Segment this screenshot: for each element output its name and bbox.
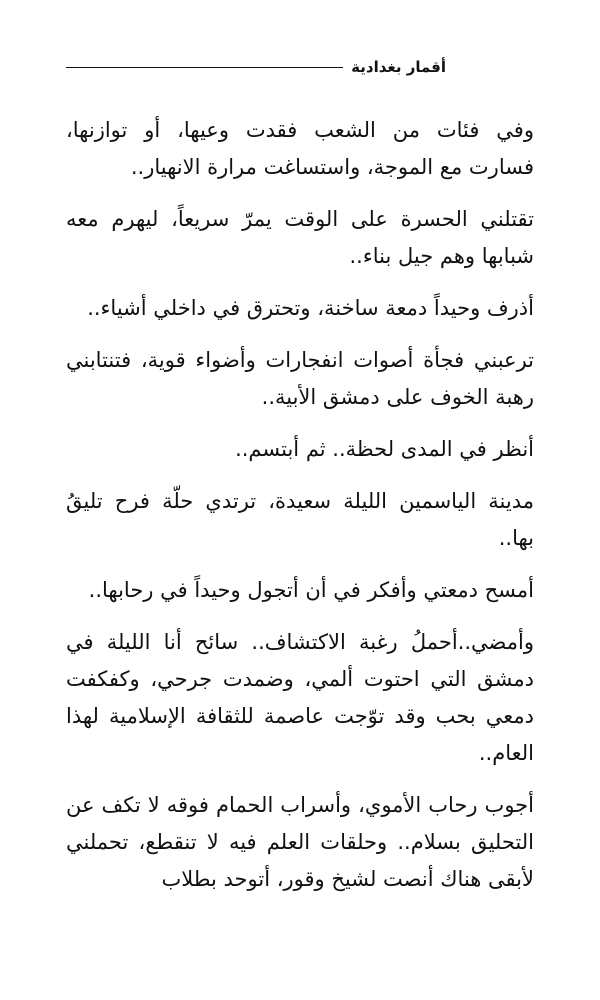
body-text xyxy=(66,112,534,913)
running-header xyxy=(66,58,446,76)
paragraph: وفي فئات من الشعب فقدت وعيها، أو توازنها، فسارت مع الموجة، واستساغت مرارة الانهيار.. xyxy=(66,118,534,179)
paragraph: تقتلني الحسرة على الوقت يمرّ سريعاً، ليهرم معه شبابها وهم جيل بناء.. xyxy=(66,207,534,268)
paragraph: أمسح دمعتي وأفكر في أن أتجول وحيداً في رحابها.. xyxy=(88,578,534,602)
paragraph: أنظر في المدى لحظة.. ثم أبتسم.. xyxy=(235,437,534,461)
header-title: أقمار بغدادية xyxy=(351,58,446,76)
paragraph: مدينة الياسمين الليلة سعيدة، ترتدي حلّة فرح تليقُ بها.. xyxy=(66,489,534,550)
header-rule xyxy=(66,67,343,68)
paragraph: ترعبني فجأة أصوات انفجارات وأضواء قوية، فتنتابني رهبة الخوف على دمشق الأبية.. xyxy=(66,348,534,409)
paragraph: وأمضي..أحملُ رغبة الاكتشاف.. سائح أنا الليلة في دمشق التي احتوت ألمي، وضمدت جرحي، وكفكفت دمعي بحب وقد توّجت عاصمة للثقافة الإسلامية لهذا العام.. xyxy=(66,630,534,765)
paragraph: أذرف وحيداً دمعة ساخنة، وتحترق في داخلي أشياء.. xyxy=(87,296,534,320)
paragraph: أجوب رحاب الأموي، وأسراب الحمام فوقه لا تكف عن التحليق بسلام.. وحلقات العلم فيه لا تنقطع، تحملني لأبقى هناك أنصت لشيخ وقور، أتوحد بطلاب xyxy=(66,793,534,891)
